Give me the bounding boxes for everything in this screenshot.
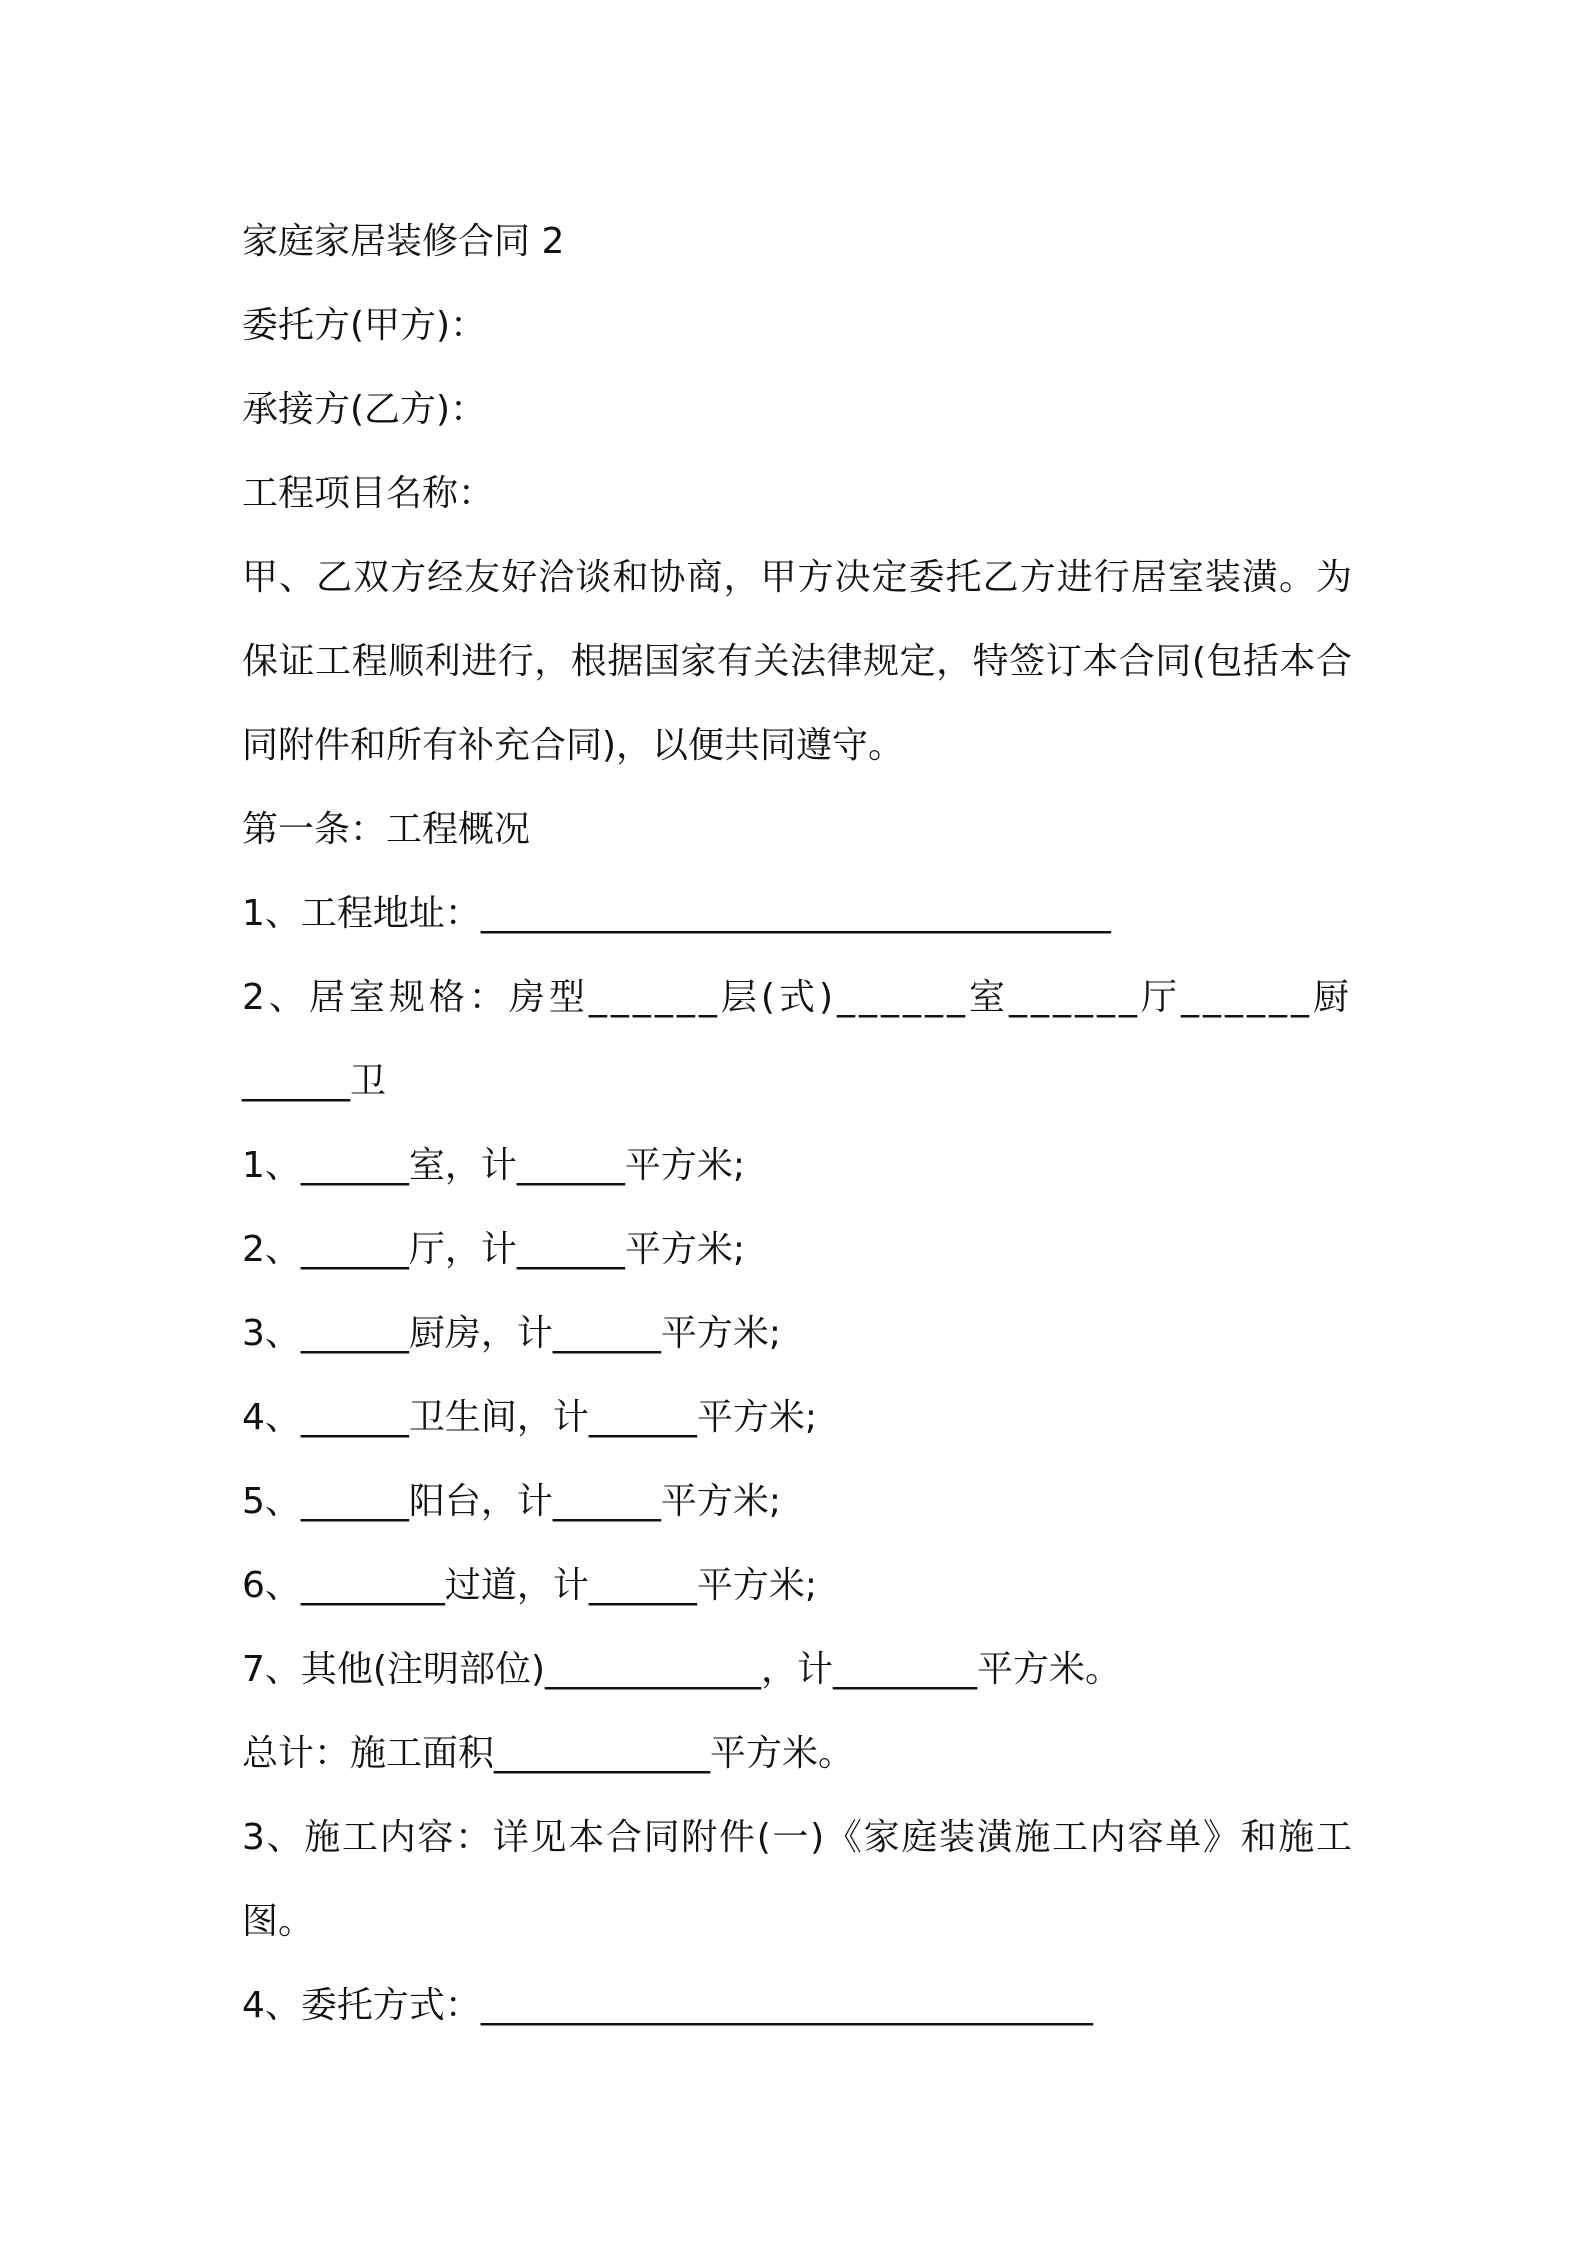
room-item-2: 2、______厅，计______平方米; [242, 1229, 746, 1270]
item-2-spec: 2、居室规格：房型______层(式)______室______厅______厨 [242, 977, 1353, 1018]
item-3-content: 3、施工内容：详见本合同附件(一)《家庭装潢施工内容单》和施工图。 [242, 1817, 1352, 1942]
party-b-label: 承接方(乙方)： [242, 389, 487, 430]
document-body [242, 200, 1352, 2048]
document-title: 家庭家居装修合同 2 [242, 221, 565, 262]
room-item-6: 6、________过道，计______平方米; [242, 1565, 818, 1606]
total-area: 总计：施工面积____________平方米。 [242, 1733, 855, 1774]
item-4-method: 4、委托方式：__________________________________ [242, 1985, 1093, 2026]
intro-paragraph: 甲、乙双方经友好洽谈和协商，甲方决定委托乙方进行居室装潢。为保证工程顺利进行，根据国家有关法律规定，特签订本合同(包括本合同附件和所有补充合同)，以便共同遵守。 [242, 557, 1352, 766]
room-item-4: 4、______卫生间，计______平方米; [242, 1397, 818, 1438]
room-item-7: 7、其他(注明部位)____________，计________平方米。 [242, 1649, 1121, 1690]
item-1-address: 1、工程地址：___________________________________ [242, 893, 1111, 934]
item-2-spec-continued: ______卫 [242, 1061, 387, 1102]
party-a-label: 委托方(甲方)： [242, 305, 487, 346]
room-item-3: 3、______厨房，计______平方米; [242, 1313, 782, 1354]
room-item-1: 1、______室，计______平方米; [242, 1145, 746, 1186]
project-name-label: 工程项目名称： [242, 473, 495, 514]
room-item-5: 5、______阳台，计______平方米; [242, 1481, 782, 1522]
article-1-title: 第一条：工程概况 [242, 809, 531, 850]
